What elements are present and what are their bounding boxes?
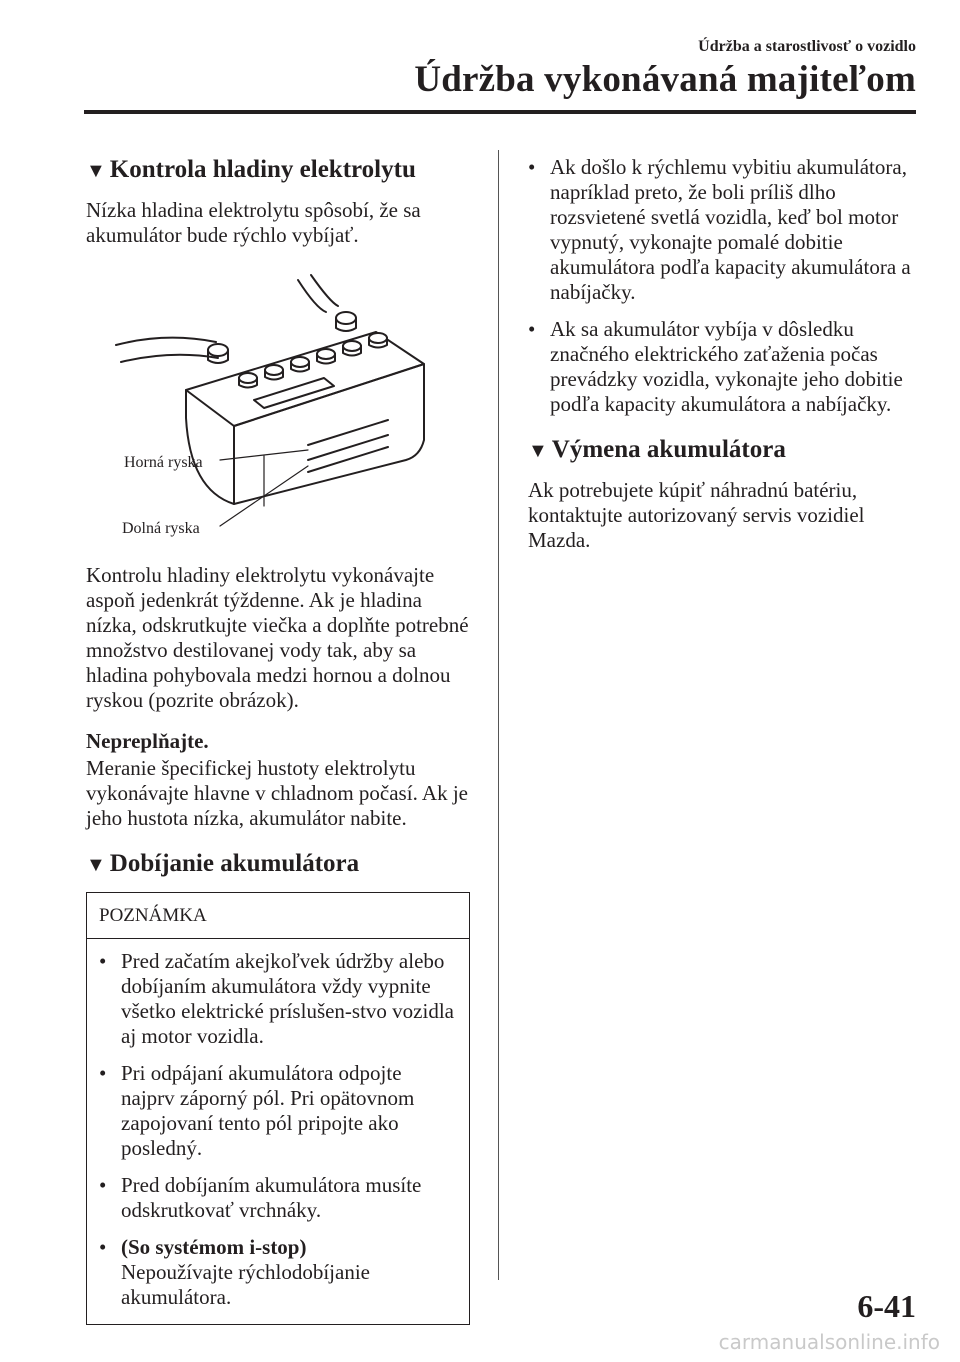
list-item: • Pred začatím akejkoľvek údržby alebo dobíjaním akumulátora vždy vypnite všetko elektrické príslušen-stvo vozidla aj motor vozidla. — [99, 949, 454, 1048]
list-item: • Ak sa akumulátor vybíja v dôsledku značného elektrického zaťaženia počas prevádzky vozidla, vykonajte jeho dobitie podľa kapacity akumulátora a nabíjačky. — [528, 317, 903, 416]
page-number: 6-41 — [857, 1288, 916, 1324]
upper-level-label: Horná ryska — [124, 454, 203, 471]
battery-figure — [86, 260, 476, 545]
bullet-icon: • — [99, 949, 107, 973]
bullet-icon: • — [528, 317, 536, 341]
column-divider — [498, 150, 499, 1280]
warning-text: Meranie špecifickej hustoty elektrolytu vykonávajte hlavne v chladnom počasí. Ak je jeho hustota nízka, akumulátor nabite. — [86, 756, 468, 830]
note-title: POZNÁMKA — [87, 893, 469, 939]
triangle-down-icon: ▼ — [86, 854, 106, 876]
list-item: • Pred dobíjaním akumulátora musíte odskrutkovať vrchnáky. — [99, 1173, 422, 1222]
watermark: carmanualsonline.info — [718, 1330, 940, 1354]
right-column — [528, 155, 918, 565]
section-title-replacement: ▼ Výmena akumulátora — [528, 436, 786, 463]
warning-title: Nepreplňajte. — [86, 729, 209, 753]
triangle-down-icon: ▼ — [528, 440, 548, 462]
section-title-charging: ▼ Dobíjanie akumulátora — [86, 850, 360, 877]
istop-text: Nepoužívajte rýchlodobíjanie akumulátora. — [121, 1260, 370, 1309]
bullet-icon: • — [99, 1173, 107, 1197]
list-item — [99, 1235, 457, 1310]
list-item: • Ak došlo k rýchlemu vybitiu akumulátora, napríklad preto, že boli príliš dlho rozsvietené svetlá vozidla, keď bol motor vypnutý, vykonajte pomalé dobitie akumulátora podľa kapacity akumulátora a nabíjačky. — [528, 155, 911, 304]
section-title-electrolyte: ▼ Kontrola hladiny elektrolytu — [86, 156, 416, 183]
triangle-down-icon: ▼ — [86, 160, 106, 182]
bullet-icon: • — [99, 1235, 107, 1259]
left-column — [86, 155, 476, 1325]
battery-illustration — [86, 260, 476, 545]
electrolyte-body: Kontrolu hladiny elektrolytu vykonávajte aspoň jedenkrát týždenne. Ak je hladina nízka, odskrutkujte viečka a doplňte potrebné množstvo destilovanej vody tak, aby sa hladina pohybovala medzi hornou a dolnou ryskou (pozrite obrázok). — [86, 563, 469, 712]
list-item: • Pri odpájaní akumulátora odpojte najprv záporný pól. Pri opätovnom zapojovaní tento pól pripojte ako posledný. — [99, 1061, 415, 1160]
header-title: Údržba vykonávaná majiteľom — [414, 59, 916, 100]
electrolyte-intro: Nízka hladina elektrolytu spôsobí, že sa akumulátor bude rýchlo vybíjať. — [86, 198, 421, 247]
note-body — [87, 939, 469, 1324]
header-rule — [84, 110, 916, 114]
bullet-icon: • — [99, 1061, 107, 1085]
replacement-body: Ak potrebujete kúpiť náhradnú batériu, kontaktujte autorizovaný servis vozidiel Mazda. — [528, 478, 865, 552]
istop-label: (So systémom i-stop) — [121, 1235, 307, 1259]
lower-level-label: Dolná ryska — [122, 520, 200, 537]
bullet-icon: • — [528, 155, 536, 179]
header-subtitle: Údržba a starostlivosť o vozidlo — [698, 38, 916, 55]
note-box — [86, 892, 470, 1325]
